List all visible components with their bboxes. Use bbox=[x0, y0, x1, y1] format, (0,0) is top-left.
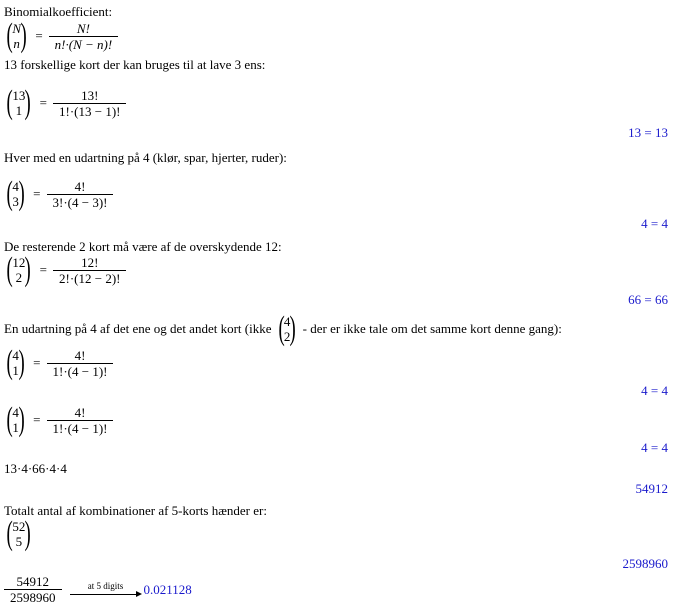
text-remaining: De resterende 2 kort må være af de overskydende 12: bbox=[4, 239, 282, 254]
final-fraction: $\frac{54912}{2598960}$ bbox=[4, 574, 62, 605]
approximation-arrow bbox=[70, 581, 142, 599]
result-total: 2598960 bbox=[622, 556, 668, 571]
result-4-c: 4 = 4 bbox=[641, 440, 668, 455]
product-expression: 13·4·66·4·4 bbox=[4, 461, 67, 476]
result-4-a: 4 = 4 bbox=[641, 216, 668, 231]
text-binomial-heading: Binomialkoefficient: bbox=[4, 4, 113, 19]
binomial-4-3: ( 4 3 ) = $\frac{4!}{3!\cdot(4 - 3)!}$ bbox=[4, 177, 113, 211]
arrow-label: at 5 digits bbox=[87, 580, 124, 591]
general-binomial-formula: ( N n ) = $\frac{N!}{n!\cdot(N - n)!}$ bbox=[4, 19, 118, 53]
general-fraction: $\frac{N!}{n!\cdot(N - n)!}$ bbox=[49, 21, 119, 52]
result-13: 13 = 13 bbox=[628, 125, 668, 140]
binomial-4-2-inline: ( 4 2 ) bbox=[278, 310, 297, 347]
text-suits: Hver med en udartning på 4 (klør, spar, hjerter, ruder): bbox=[4, 150, 287, 165]
final-approximation bbox=[4, 574, 192, 605]
result-product: 54912 bbox=[635, 481, 668, 496]
text-total: Totalt antal af kombinationer af 5-korts hænder er: bbox=[4, 503, 267, 518]
result-66: 66 = 66 bbox=[628, 292, 668, 307]
right-arrow-icon bbox=[70, 591, 142, 599]
text-distribution: En udartning på 4 af det ene og det andet kort (ikke ( 4 2 ) - der er ikke tale om det samme kort denne gang): bbox=[4, 310, 562, 347]
binomial-4-1-b: ( 4 1 ) = $\frac{4!}{1!\cdot(4 - 1)!}$ bbox=[4, 403, 113, 437]
binomial-N-n: ( N n ) bbox=[6, 17, 27, 54]
binomial-12-2: ( 12 2 ) = $\frac{12!}{2!\cdot(12 - 2)!}$ bbox=[4, 253, 126, 287]
binomial-52-5: ( 52 5 ) bbox=[6, 515, 32, 552]
approximate-value: 0.021128 bbox=[143, 581, 192, 597]
binomial-4-1-a: ( 4 1 ) = $\frac{4!}{1!\cdot(4 - 1)!}$ bbox=[4, 346, 113, 380]
result-4-b: 4 = 4 bbox=[641, 383, 668, 398]
text-13-cards: 13 forskellige kort der kan bruges til at lave 3 ens: bbox=[4, 57, 266, 72]
binomial-13-1: ( 13 1 ) = $\frac{13!}{1!\cdot(13 - 1)!}$ bbox=[4, 86, 126, 120]
